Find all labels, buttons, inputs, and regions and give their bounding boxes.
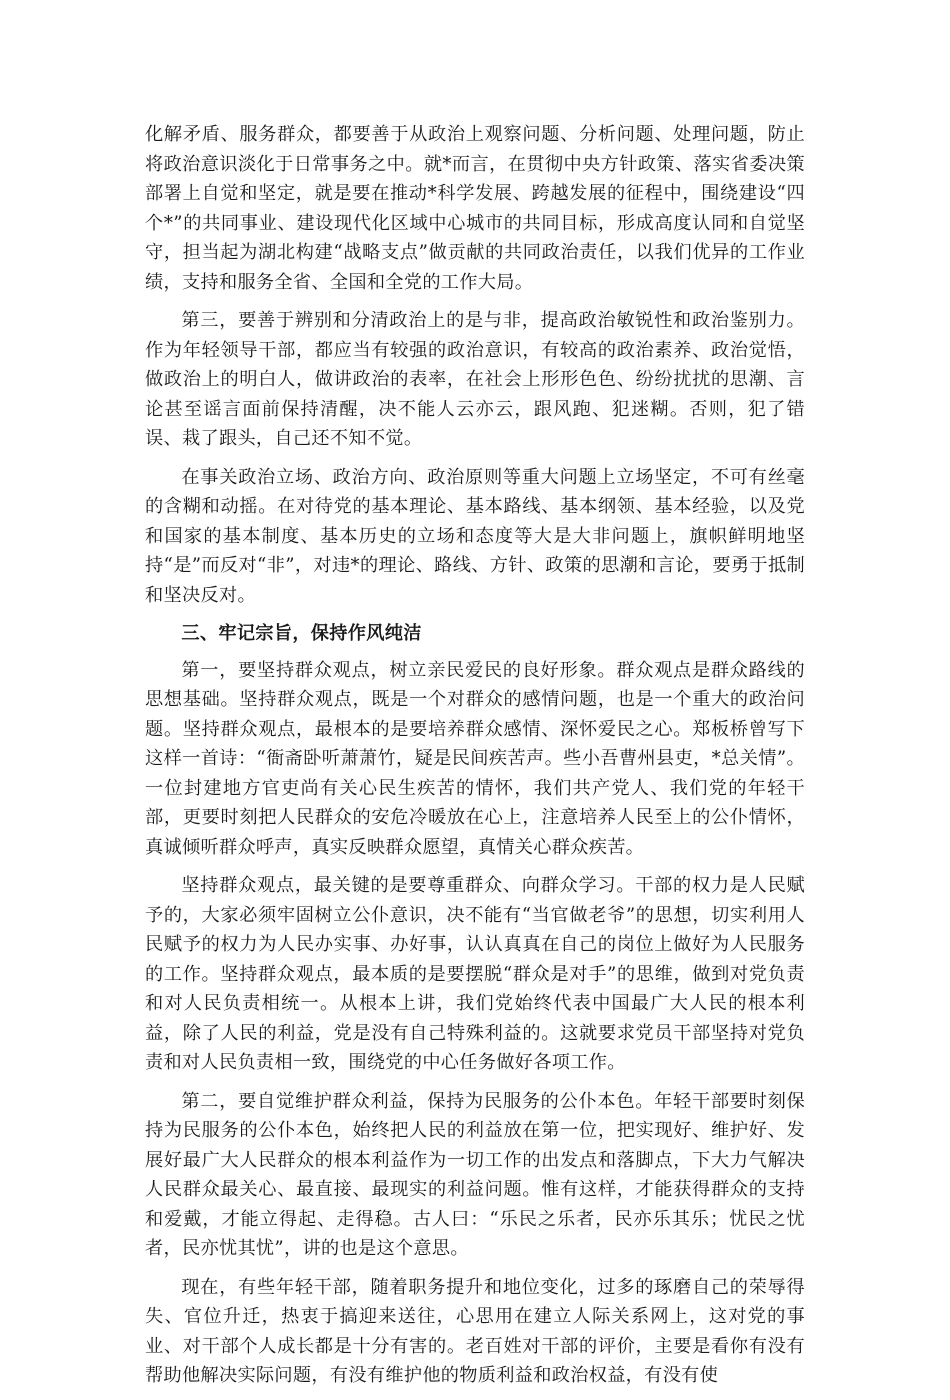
paragraph: 第二，要自觉维护群众利益，保持为民服务的公仆本色。年轻干部要时刻保持为民服务的公仆本色，始终把人民的利益放在第一位，把实现好、维护好、发展好最广大人民群众的根本利益作为一切工作的出发点和落脚点，下大力气解决人民群众最关心、最直接、最现实的利益问题。惟有这样，才能获得群众的支持和爱戴，才能立得起、走得稳。古人曰：“乐民之乐者，民亦乐其乐；忧民之忧者，民亦忧其忧”，讲的也是这个意思。 — [145, 1090, 805, 1259]
document-body — [145, 120, 805, 1400]
section-heading: 三、牢记宗旨，保持作风纯洁 — [181, 623, 422, 644]
paragraph: 现在，有些年轻干部，随着职务提升和地位变化，过多的琢磨自己的荣辱得失、官位升迁，热衷于搞迎来送往，心思用在建立人际关系网上，这对党的事业、对干部个人成长都是十分有害的。老百姓对干部的评价，主要是看你有没有帮助他解决实际问题，有没有维护他的物质利益和政治权益，有没有使 — [145, 1276, 805, 1386]
paragraph: 第三，要善于辨别和分清政治上的是与非，提高政治敏锐性和政治鉴别力。作为年轻领导干部，都应当有较强的政治意识，有较高的政治素养、政治觉悟，做政治上的明白人，做讲政治的表率，在社会上形形色色、纷纷扰扰的思潮、言论甚至谣言面前保持清醒，决不能人云亦云，跟风跑、犯迷糊。否则，犯了错误、栽了跟头，自己还不知不觉。 — [145, 310, 805, 449]
paragraph: 在事关政治立场、政治方向、政治原则等重大问题上立场坚定，不可有丝毫的含糊和动摇。在对待党的基本理论、基本路线、基本纲领、基本经验，以及党和国家的基本制度、基本历史的立场和态度等大是大非问题上，旗帜鲜明地坚持“是”而反对“非”，对违*的理论、路线、方针、政策的思潮和言论，要勇于抵制和坚决反对。 — [145, 466, 805, 606]
paragraph: 坚持群众观点，最关键的是要尊重群众、向群众学习。干部的权力是人民赋予的，大家必须牢固树立公仆意识，决不能有“当官做老爷”的思想，切实利用人民赋予的权力为人民办实事、办好事，认认真真在自己的岗位上做好为人民服务的工作。坚持群众观点，最本质的是要摆脱“群众是对手”的思维，做到对党负责和对人民负责相统一。从根本上讲，我们党始终代表中国最广大人民的根本利益，除了人民的利益，党是没有自己特殊利益的。这就要求党员干部坚持对党负责和对人民负责相一致，围绕党的中心任务做好各项工作。 — [145, 875, 805, 1073]
paragraph: 第一，要坚持群众观点，树立亲民爱民的良好形象。群众观点是群众路线的思想基础。坚持群众观点，既是一个对群众的感情问题，也是一个重大的政治问题。坚持群众观点，最根本的是要培养群众感情、深怀爱民之心。郑板桥曾写下这样一首诗：“衙斋卧听萧萧竹，疑是民间疾苦声。些小吾曹州县吏，*总关情”。一位封建地方官吏尚有关心民生疾苦的情怀，我们共产党人、我们党的年轻干部，更要时刻把人民群众的安危冷暖放在心上，注意培养人民至上的公仆情怀，真诚倾听群众呼声，真实反映群众愿望，真情关心群众疾苦。 — [145, 659, 805, 858]
paragraph-continuation: 化解矛盾、服务群众，都要善于从政治上观察问题、分析问题、处理问题，防止将政治意识淡化于日常事务之中。就*而言，在贯彻中央方针政策、落实省委决策部署上自觉和坚定，就是要在推动*科学发展、跨越发展的征程中，围绕建设“四个*”的共同事业、建设现代化区域中心城市的共同目标，形成高度认同和自觉坚守，担当起为湖北构建“战略支点”做贡献的共同政治责任，以我们优异的工作业绩，支持和服务全省、全国和全党的工作大局。 — [145, 124, 805, 293]
